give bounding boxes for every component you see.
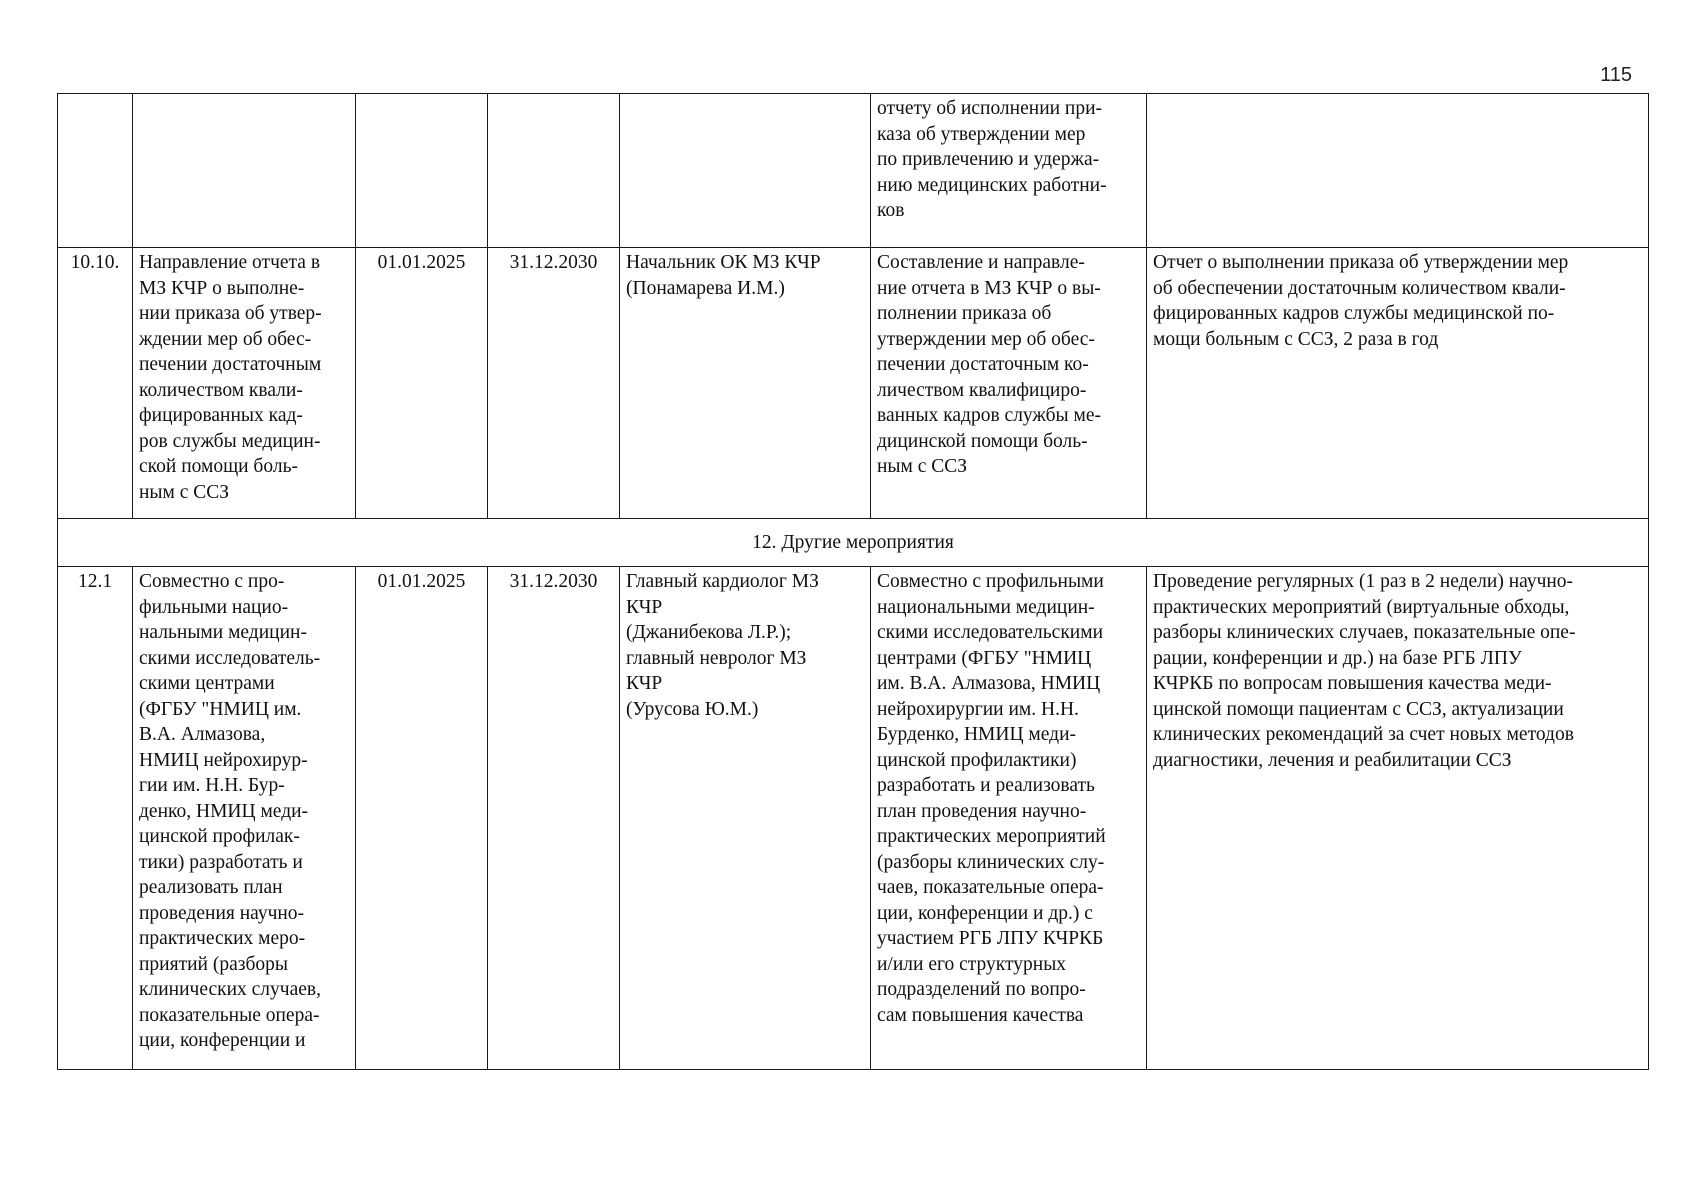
cell-indicator bbox=[1147, 94, 1649, 248]
cell-start-date bbox=[356, 94, 488, 248]
section-title: 12. Другие мероприятия bbox=[58, 519, 1649, 567]
cell-result: отчету об исполнении при- каза об утверждении мер по привлечению и удержа- нию медицинских работни- ков bbox=[871, 94, 1147, 248]
cell-result: Совместно с профильными национальными медицин- скими исследовательскими центрами (ФГБУ "НМИЦ им. В.А. Алмазова, НМИЦ нейрохирургии им. Н.Н. Бурденко, НМИЦ меди- цинской профилактики) разработать и реализовать план проведения научно- практических мероприятий (разборы клинических слу- чаев, показательные опера- ции, конференции и др.) с участием РГБ ЛПУ КЧРКБ и/или его структурных подразделений по вопро- сам повышения качества bbox=[871, 567, 1147, 1070]
page-number: 115 bbox=[1600, 64, 1632, 86]
cell-action bbox=[133, 94, 356, 248]
cell-responsible: Главный кардиолог МЗ КЧР (Джанибекова Л.Р.); главный невролог МЗ КЧР (Урусова Ю.М.) bbox=[620, 567, 871, 1070]
cell-responsible: Начальник ОК МЗ КЧР (Понамарева И.М.) bbox=[620, 248, 871, 519]
cell-end-date: 31.12.2030 bbox=[488, 567, 620, 1070]
section-row-12 bbox=[58, 519, 1649, 567]
cell-num bbox=[58, 94, 133, 248]
table-row-continuation bbox=[58, 94, 1649, 248]
cell-num: 12.1 bbox=[58, 567, 133, 1070]
cell-action: Совместно с про- фильными нацио- нальными медицин- скими исследователь- скими центрами (ФГБУ "НМИЦ им. В.А. Алмазова, НМИЦ нейрохирур- гии им. Н.Н. Бур- денко, НМИЦ меди- цинской профилак- тики) разработать и реализовать план проведения научно- практических меро- приятий (разборы клинических случаев, показательные опера- ции, конференции и bbox=[133, 567, 356, 1070]
cell-end-date bbox=[488, 94, 620, 248]
cell-responsible bbox=[620, 94, 871, 248]
plan-table bbox=[57, 93, 1649, 1070]
cell-action: Направление отчета в МЗ КЧР о выполне- нии приказа об утвер- ждении мер об обес- печении достаточным количеством квали- фицированных кад- ров службы медицин- ской помощи боль- ным с ССЗ bbox=[133, 248, 356, 519]
cell-result: Составление и направле- ние отчета в МЗ КЧР о вы- полнении приказа об утверждении мер об обес- печении достаточным ко- личеством квалифициро- ванных кадров службы ме- дицинской помощи боль- ным с ССЗ bbox=[871, 248, 1147, 519]
cell-start-date: 01.01.2025 bbox=[356, 567, 488, 1070]
table-row-12-1 bbox=[58, 567, 1649, 1070]
cell-indicator: Отчет о выполнении приказа об утверждении мер об обеспечении достаточным количеством квали- фицированных кадров службы медицинской по- мощи больным с ССЗ, 2 раза в год bbox=[1147, 248, 1649, 519]
cell-indicator: Проведение регулярных (1 раз в 2 недели) научно- практических мероприятий (виртуальные обходы, разборы клинических случаев, показательные опе- рации, конференции и др.) на базе РГБ ЛПУ КЧРКБ по вопросам повышения качества меди- цинской помощи пациентам с ССЗ, актуализации клинических рекомендаций за счет новых методов диагностики, лечения и реабилитации ССЗ bbox=[1147, 567, 1649, 1070]
table-row-10-10 bbox=[58, 248, 1649, 519]
cell-start-date: 01.01.2025 bbox=[356, 248, 488, 519]
cell-end-date: 31.12.2030 bbox=[488, 248, 620, 519]
cell-num: 10.10. bbox=[58, 248, 133, 519]
